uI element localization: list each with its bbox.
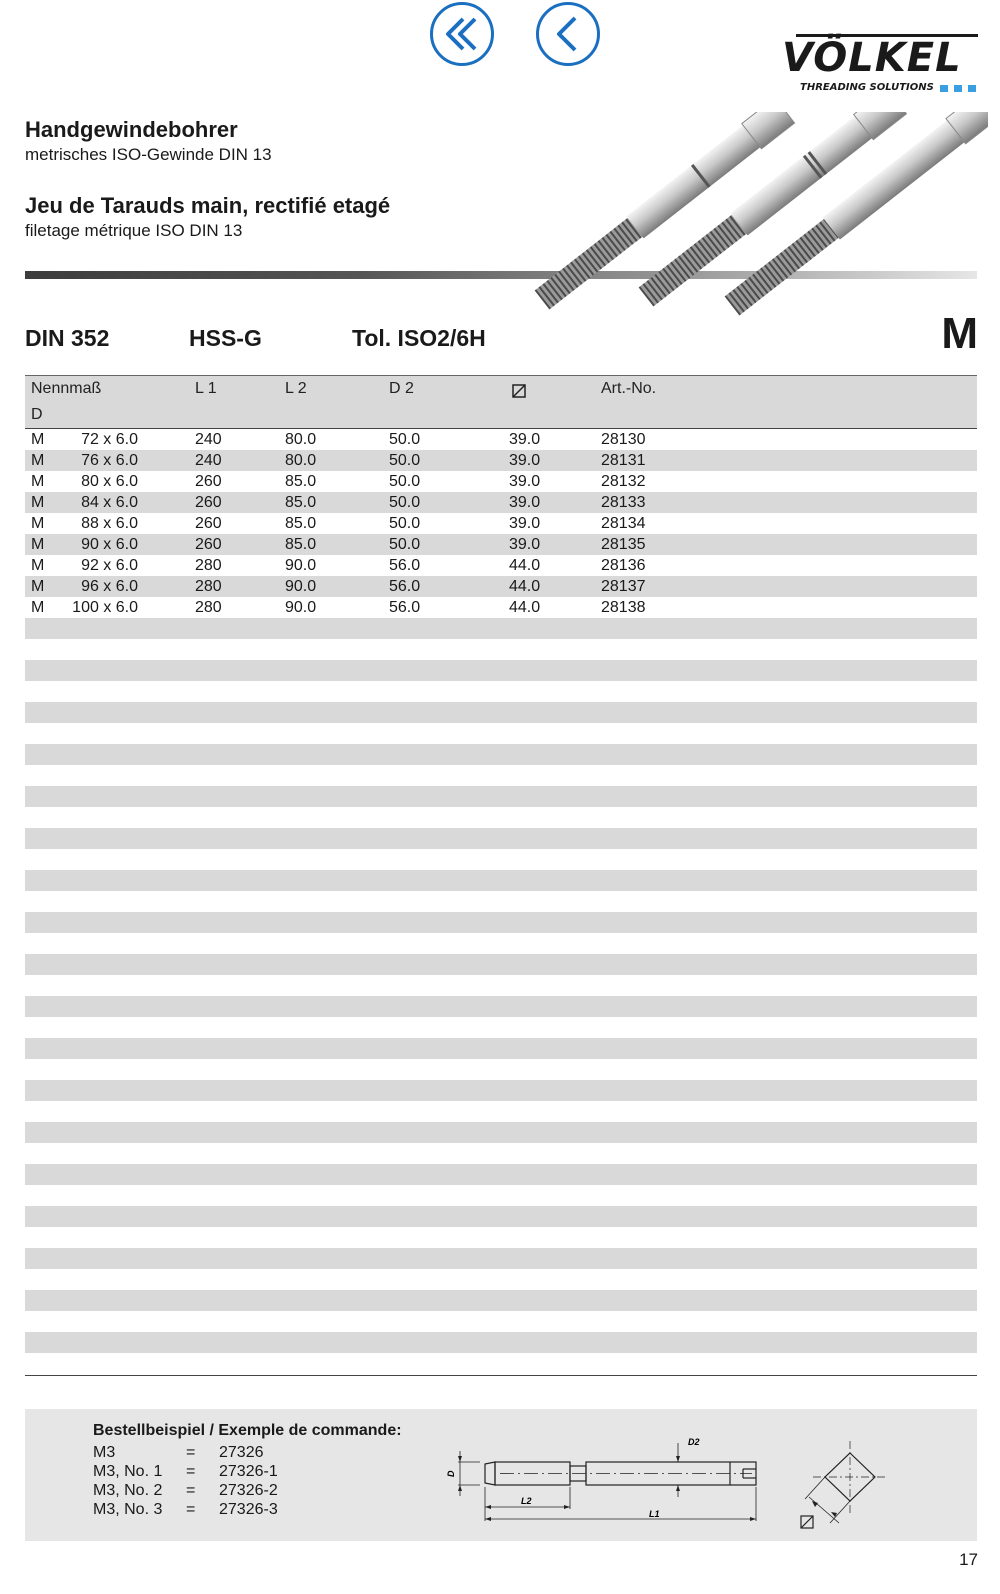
cell-prefix: M [31, 578, 45, 595]
cell-d2: 50.0 [389, 515, 421, 532]
empty-table-row [25, 975, 977, 996]
empty-table-row [25, 702, 977, 723]
cell-size: 96 x 6.0 [81, 578, 138, 595]
order-line-equals: = [186, 1482, 196, 1499]
empty-table-row [25, 681, 977, 702]
cell-d2: 56.0 [389, 557, 421, 574]
page-number: 17 [959, 1550, 978, 1569]
cell-prefix: M [31, 536, 45, 553]
cell-d2: 50.0 [389, 431, 421, 448]
table-bottom-rule [25, 1375, 977, 1376]
empty-table-row [25, 765, 977, 786]
norm-label: DIN 352 [25, 325, 110, 351]
square-drive-diagram [795, 1437, 895, 1532]
empty-table-row [25, 786, 977, 807]
thread-type-label: M [941, 309, 978, 358]
empty-table-row [25, 1143, 977, 1164]
cell-l2: 80.0 [285, 452, 317, 469]
table-row [25, 429, 977, 450]
title-german: Handgewindebohrer [25, 117, 238, 142]
empty-table-row [25, 1311, 977, 1332]
cell-l2: 80.0 [285, 431, 317, 448]
table-header [25, 375, 977, 429]
header-nominal: Nennmaß [31, 380, 102, 397]
cell-article-number: 28134 [601, 515, 646, 532]
cell-prefix: M [31, 515, 45, 532]
empty-table-row [25, 639, 977, 660]
tap-set-image [528, 112, 988, 322]
empty-table-row [25, 1332, 977, 1353]
cell-l1: 260 [195, 473, 222, 490]
table-row [25, 597, 977, 618]
empty-table-row [25, 912, 977, 933]
empty-table-row [25, 996, 977, 1017]
cell-prefix: M [31, 557, 45, 574]
cell-size: 100 x 6.0 [72, 599, 138, 616]
cell-l1: 260 [195, 494, 222, 511]
table-row [25, 450, 977, 471]
tap-dimension-diagram [440, 1429, 780, 1529]
order-line-equals: = [186, 1444, 196, 1461]
empty-table-row [25, 849, 977, 870]
cell-l2: 85.0 [285, 494, 317, 511]
header-nominal-sub: D [31, 406, 43, 423]
header-l2: L 2 [285, 380, 307, 397]
empty-table-row [25, 1101, 977, 1122]
brand-logo [782, 28, 978, 98]
cell-article-number: 28137 [601, 578, 646, 595]
empty-table-row [25, 660, 977, 681]
chevron-left-icon [539, 5, 597, 63]
empty-table-row [25, 891, 977, 912]
empty-table-row [25, 1206, 977, 1227]
cell-l1: 240 [195, 431, 222, 448]
cell-size: 92 x 6.0 [81, 557, 138, 574]
subtitle-german: metrisches ISO-Gewinde DIN 13 [25, 145, 272, 164]
cell-l2: 90.0 [285, 578, 317, 595]
cell-d2: 56.0 [389, 578, 421, 595]
cell-article-number: 28131 [601, 452, 646, 469]
diagram-label-l2: L2 [521, 1496, 532, 1506]
cell-l2: 85.0 [285, 536, 317, 553]
cell-square: 44.0 [509, 599, 541, 616]
table-row [25, 576, 977, 597]
cell-prefix: M [31, 431, 45, 448]
order-line-code: M3, No. 3 [93, 1501, 163, 1518]
empty-table-row [25, 870, 977, 891]
cell-prefix: M [31, 494, 45, 511]
cell-square: 39.0 [509, 452, 541, 469]
header-d2: D 2 [389, 380, 414, 397]
empty-table-row [25, 954, 977, 975]
cell-size: 84 x 6.0 [81, 494, 138, 511]
diagram-label-d: D [446, 1470, 456, 1477]
cell-size: 72 x 6.0 [81, 431, 138, 448]
title-french: Jeu de Tarauds main, rectifié etagé [25, 193, 391, 218]
cell-prefix: M [31, 599, 45, 616]
cell-l2: 85.0 [285, 515, 317, 532]
table-row [25, 513, 977, 534]
table-row [25, 492, 977, 513]
order-example-panel [25, 1409, 977, 1541]
material-label: HSS-G [189, 325, 262, 351]
empty-table-row [25, 807, 977, 828]
order-line-code: M3, No. 2 [93, 1482, 163, 1499]
square-drive-icon [511, 383, 527, 399]
cell-article-number: 28133 [601, 494, 646, 511]
empty-table-row [25, 723, 977, 744]
order-line-code: M3, No. 1 [93, 1463, 163, 1480]
empty-table-row [25, 618, 977, 639]
cell-size: 80 x 6.0 [81, 473, 138, 490]
header-l1: L 1 [195, 380, 217, 397]
order-line-article: 27326-1 [219, 1463, 278, 1480]
cell-d2: 50.0 [389, 452, 421, 469]
cell-square: 39.0 [509, 431, 541, 448]
order-line-code: M3 [93, 1444, 116, 1461]
cell-l1: 280 [195, 599, 222, 616]
cell-square: 44.0 [509, 557, 541, 574]
cell-l1: 240 [195, 452, 222, 469]
cell-d2: 50.0 [389, 473, 421, 490]
empty-table-row [25, 1059, 977, 1080]
cell-size: 76 x 6.0 [81, 452, 138, 469]
cell-article-number: 28136 [601, 557, 646, 574]
order-line-article: 27326 [219, 1444, 264, 1461]
cell-l2: 85.0 [285, 473, 317, 490]
cell-square: 39.0 [509, 515, 541, 532]
table-row [25, 471, 977, 492]
cell-l1: 280 [195, 557, 222, 574]
cell-square: 39.0 [509, 473, 541, 490]
cell-d2: 50.0 [389, 536, 421, 553]
cell-size: 88 x 6.0 [81, 515, 138, 532]
empty-table-row [25, 744, 977, 765]
cell-square: 39.0 [509, 536, 541, 553]
table-row [25, 555, 977, 576]
order-line-article: 27326-3 [219, 1501, 278, 1518]
header-article-number: Art.-No. [601, 380, 657, 397]
cell-l2: 90.0 [285, 557, 317, 574]
tolerance-label: Tol. ISO2/6H [352, 325, 486, 351]
empty-table-row [25, 933, 977, 954]
empty-table-row [25, 1227, 977, 1248]
cell-square: 39.0 [509, 494, 541, 511]
order-line-equals: = [186, 1501, 196, 1518]
cell-prefix: M [31, 473, 45, 490]
empty-table-row [25, 1080, 977, 1101]
diagram-label-l1: L1 [649, 1509, 660, 1519]
empty-table-row [25, 1164, 977, 1185]
empty-table-row [25, 1269, 977, 1290]
cell-l1: 260 [195, 536, 222, 553]
empty-table-row [25, 1038, 977, 1059]
cell-prefix: M [31, 452, 45, 469]
cell-d2: 56.0 [389, 599, 421, 616]
logo-wordmark: VÖLKEL [782, 35, 962, 81]
subtitle-french: filetage métrique ISO DIN 13 [25, 221, 243, 240]
first-page-button[interactable] [430, 2, 494, 66]
empty-table-row [25, 1290, 977, 1311]
order-example-title: Bestellbeispiel / Exemple de commande: [93, 1422, 402, 1439]
cell-size: 90 x 6.0 [81, 536, 138, 553]
table-row [25, 534, 977, 555]
order-line-equals: = [186, 1463, 196, 1480]
cell-l2: 90.0 [285, 599, 317, 616]
cell-square: 44.0 [509, 578, 541, 595]
cell-l1: 260 [195, 515, 222, 532]
empty-table-row [25, 1185, 977, 1206]
order-line-article: 27326-2 [219, 1482, 278, 1499]
empty-table-row [25, 1122, 977, 1143]
cell-l1: 280 [195, 578, 222, 595]
cell-article-number: 28132 [601, 473, 646, 490]
logo-tagline: THREADING SOLUTIONS [800, 82, 934, 93]
cell-article-number: 28138 [601, 599, 646, 616]
empty-table-row [25, 1017, 977, 1038]
diagram-label-d2: D2 [688, 1437, 700, 1447]
cell-d2: 50.0 [389, 494, 421, 511]
empty-table-row [25, 828, 977, 849]
cell-article-number: 28130 [601, 431, 646, 448]
cell-article-number: 28135 [601, 536, 646, 553]
double-chevron-left-icon [433, 5, 491, 63]
product-table [25, 429, 977, 1353]
empty-table-row [25, 1248, 977, 1269]
previous-page-button[interactable] [536, 2, 600, 66]
